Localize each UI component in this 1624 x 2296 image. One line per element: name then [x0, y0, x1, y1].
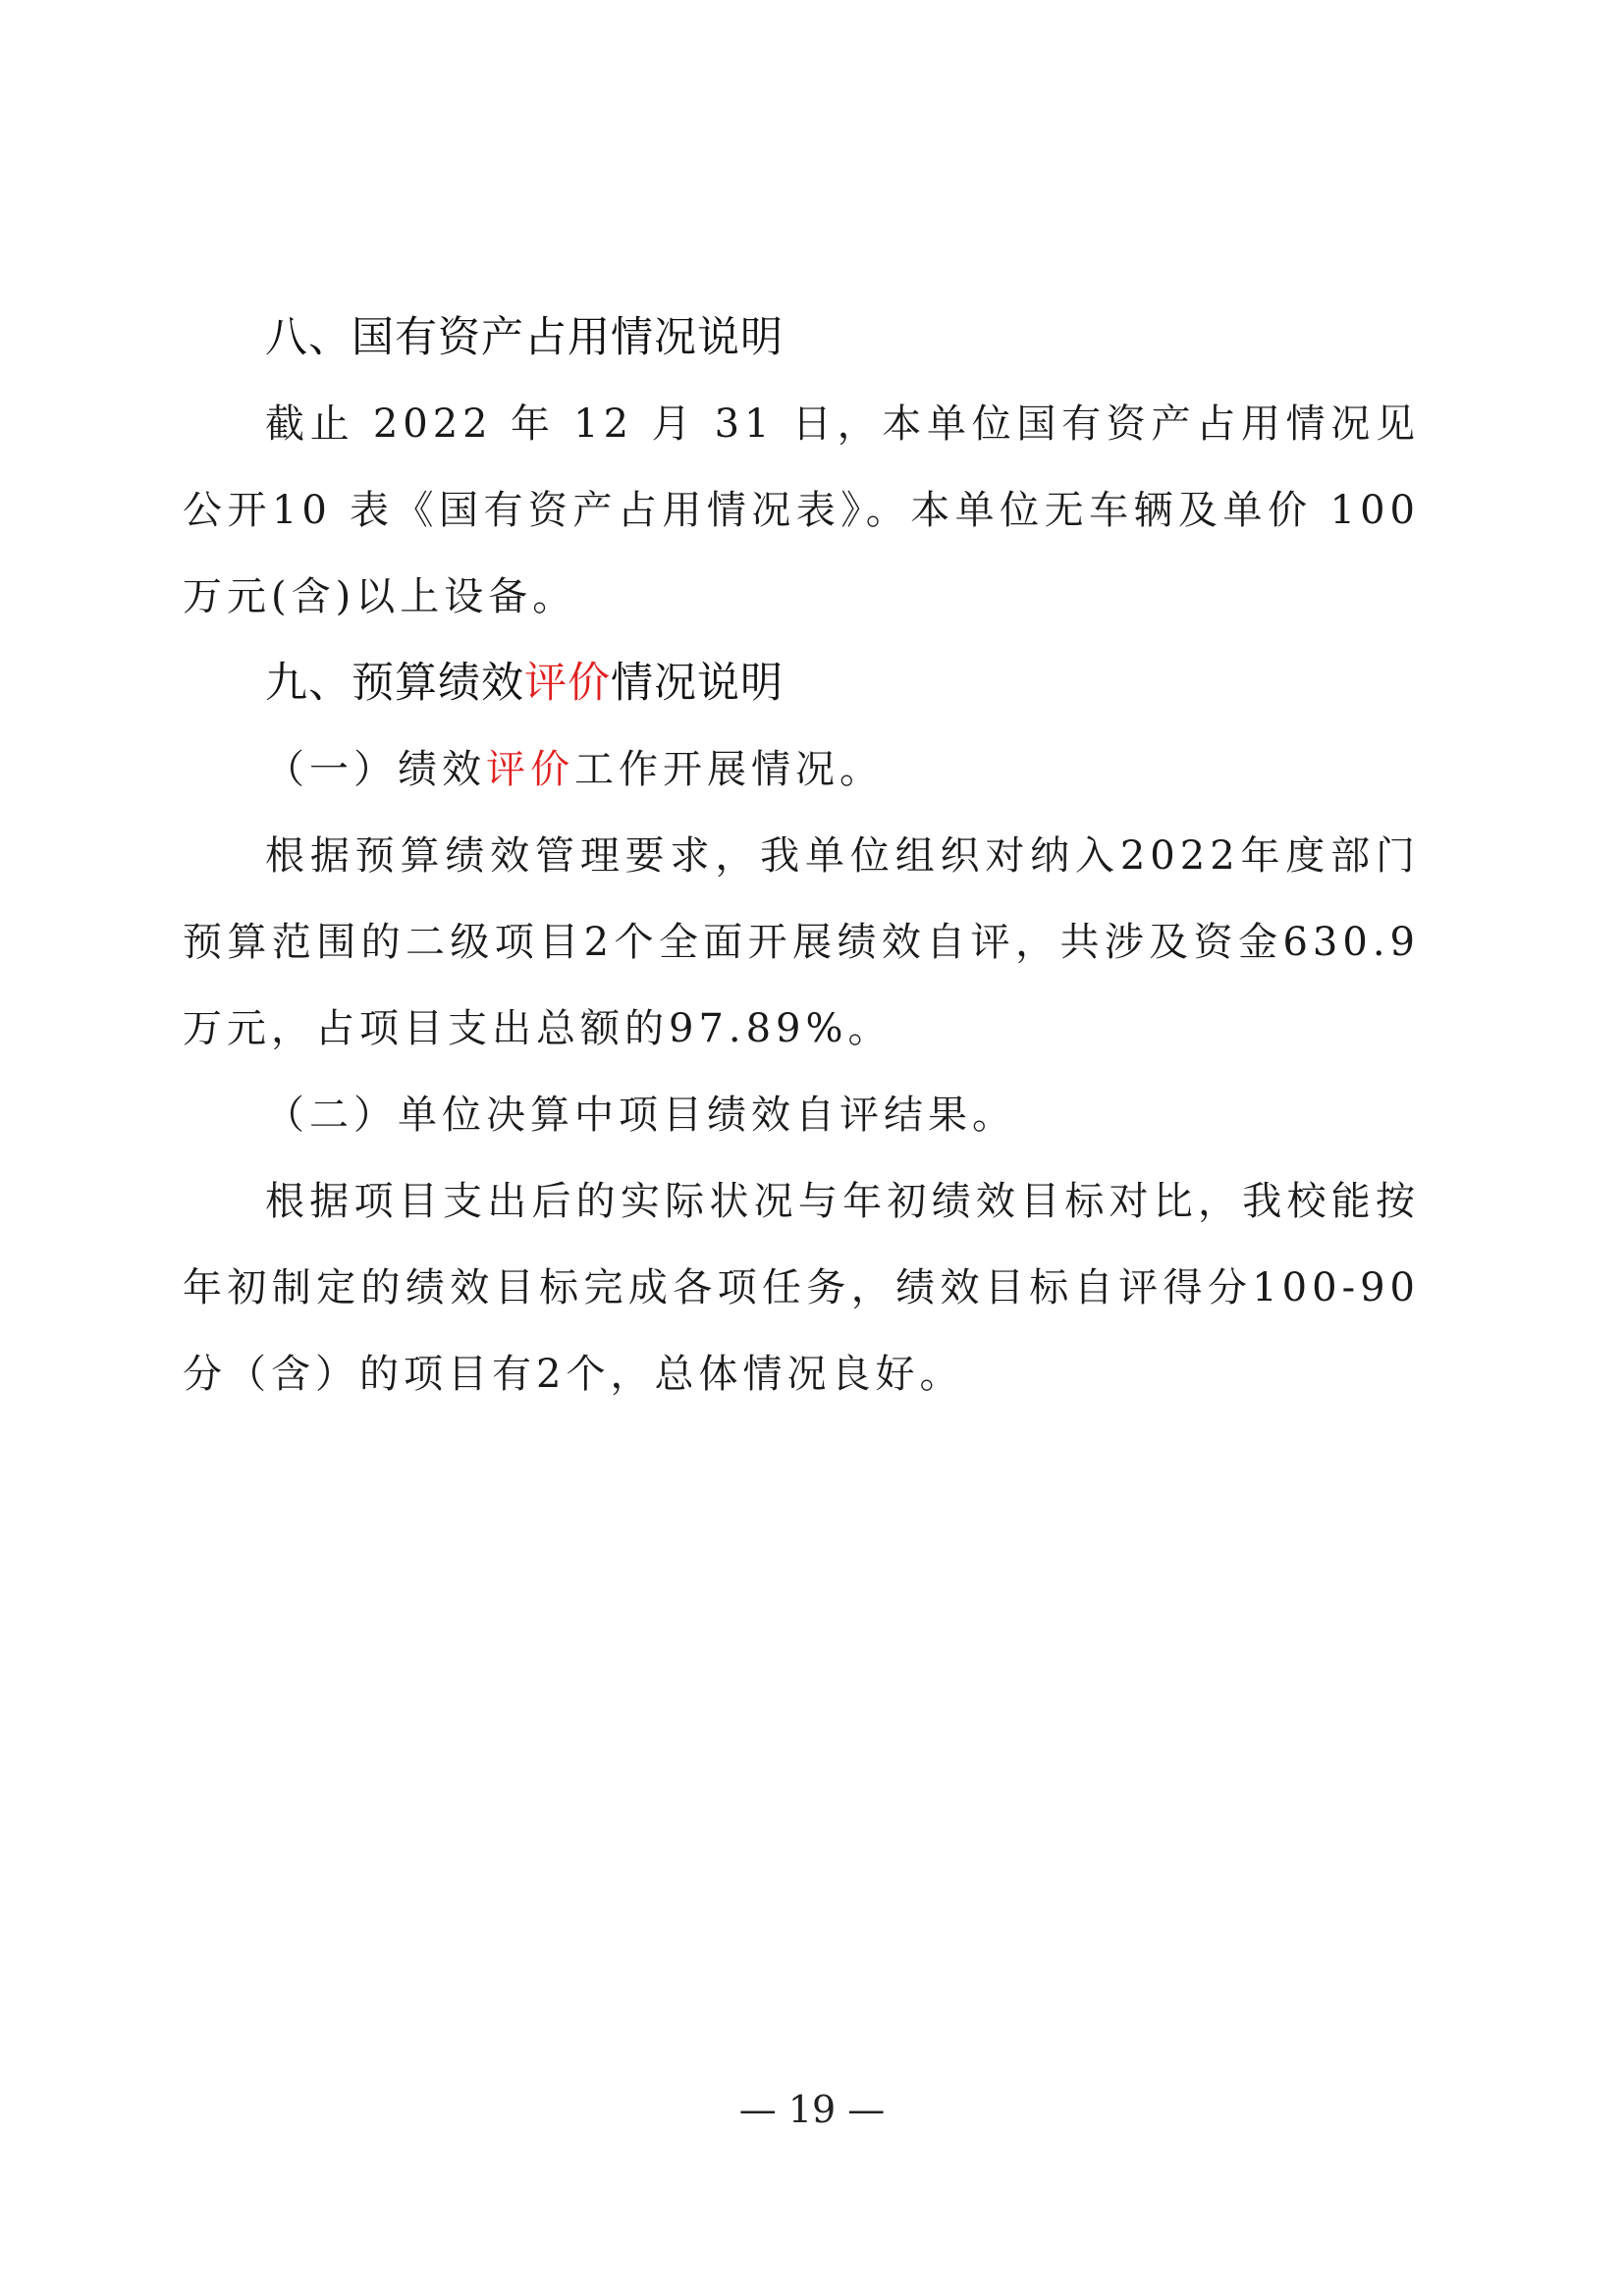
section-9-heading-end: 情况说明 [611, 659, 784, 708]
subsection-1-heading [183, 726, 1420, 813]
subsection-1-paragraph: 根据预算绩效管理要求，我单位组织对纳入2022年度部门预算范围的二级项目2个全面开展绩效自评，共涉及资金630.9万元，占项目支出总额的97.89%。 [183, 833, 1420, 1051]
section-8-paragraph: 截止 2022 年 12 月 31 日，本单位国有资产占用情况见公开10 表《国有资产占用情况表》。本单位无车辆及单价 100 万元(含)以上设备。 [183, 401, 1420, 619]
section-9-heading-start: 九、预算绩效 [265, 659, 524, 708]
subsection-1-heading-start: （一）绩效 [265, 747, 486, 792]
subsection-2-heading: （二）单位决算中项目绩效自评结果。 [265, 1093, 1016, 1138]
section-8-heading: 八、国有资产占用情况说明 [265, 313, 784, 362]
subsection-1-heading-end: 工作开展情况。 [574, 747, 884, 792]
subsection-1-heading-highlight: 评价 [486, 747, 574, 792]
section-9-heading-highlight: 评价 [524, 659, 611, 708]
document-body [183, 294, 1420, 1417]
page-number: — 19 — [738, 2088, 886, 2131]
section-9-heading [183, 640, 1420, 726]
subsection-2-paragraph: 根据项目支出后的实际状况与年初绩效目标对比，我校能按年初制定的绩效目标完成各项任务，绩效目标自评得分100-90 分（含）的项目有2个，总体情况良好。 [183, 1179, 1420, 1397]
